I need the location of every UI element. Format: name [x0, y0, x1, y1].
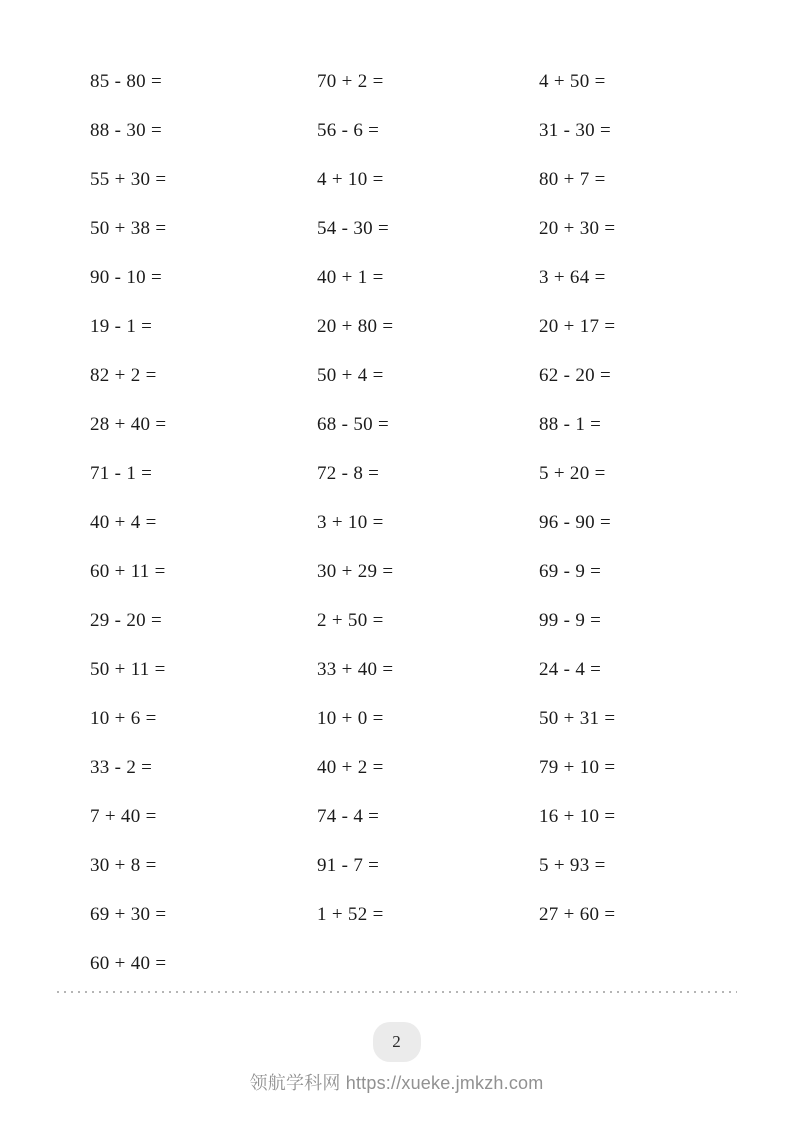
math-problem: 50 + 4 =: [317, 365, 384, 386]
math-problem: 10 + 6 =: [90, 708, 157, 729]
math-problem: 3 + 64 =: [539, 267, 606, 288]
math-problem: 40 + 4 =: [90, 512, 157, 533]
math-problem: 20 + 17 =: [539, 316, 616, 337]
math-problem: 1 + 52 =: [317, 904, 384, 925]
math-problem: 20 + 30 =: [539, 218, 616, 239]
math-problem: 74 - 4 =: [317, 806, 380, 827]
math-problem: 33 + 40 =: [317, 659, 394, 680]
math-problem: 99 - 9 =: [539, 610, 602, 631]
math-problem: 56 - 6 =: [317, 120, 380, 141]
math-problem: 31 - 30 =: [539, 120, 611, 141]
math-problem: 72 - 8 =: [317, 463, 380, 484]
math-problem: 70 + 2 =: [317, 71, 384, 92]
math-problem: 91 - 7 =: [317, 855, 380, 876]
math-problem: 40 + 1 =: [317, 267, 384, 288]
math-problem: 10 + 0 =: [317, 708, 384, 729]
math-problem: 69 + 30 =: [90, 904, 167, 925]
page-number-badge: 2: [373, 1022, 421, 1062]
math-problem: 68 - 50 =: [317, 414, 389, 435]
math-problem: 7 + 40 =: [90, 806, 157, 827]
math-problem: 80 + 7 =: [539, 169, 606, 190]
math-problem: 62 - 20 =: [539, 365, 611, 386]
math-problem: 5 + 20 =: [539, 463, 606, 484]
math-problem: 88 - 30 =: [90, 120, 162, 141]
math-problem: 55 + 30 =: [90, 169, 167, 190]
math-problem: 60 + 40 =: [90, 953, 167, 974]
math-problem: 28 + 40 =: [90, 414, 167, 435]
math-problem: 79 + 10 =: [539, 757, 616, 778]
math-problem: 4 + 50 =: [539, 71, 606, 92]
math-problem: 85 - 80 =: [90, 71, 162, 92]
math-problem: 33 - 2 =: [90, 757, 153, 778]
math-problem: 71 - 1 =: [90, 463, 153, 484]
math-problem: 50 + 11 =: [90, 659, 166, 680]
math-problem: 30 + 8 =: [90, 855, 157, 876]
math-problem: 60 + 11 =: [90, 561, 166, 582]
math-problem: 96 - 90 =: [539, 512, 611, 533]
math-problem: 20 + 80 =: [317, 316, 394, 337]
math-problem: 3 + 10 =: [317, 512, 384, 533]
footer-site-text: 领航学科网 https://xueke.jmkzh.com: [249, 1073, 544, 1093]
math-problem: 27 + 60 =: [539, 904, 616, 925]
math-problem: 82 + 2 =: [90, 365, 157, 386]
math-problem: 30 + 29 =: [317, 561, 394, 582]
math-problem: 88 - 1 =: [539, 414, 602, 435]
math-problem: 16 + 10 =: [539, 806, 616, 827]
math-problem: 5 + 93 =: [539, 855, 606, 876]
math-problem: 50 + 38 =: [90, 218, 167, 239]
dotted-separator-line: [57, 991, 737, 993]
math-problem: 69 - 9 =: [539, 561, 602, 582]
math-problem: 29 - 20 =: [90, 610, 162, 631]
math-problem: 2 + 50 =: [317, 610, 384, 631]
math-problem: 40 + 2 =: [317, 757, 384, 778]
math-problem: 50 + 31 =: [539, 708, 616, 729]
math-problem: 54 - 30 =: [317, 218, 389, 239]
math-problem: 19 - 1 =: [90, 316, 153, 337]
math-problem: 24 - 4 =: [539, 659, 602, 680]
math-problem: 90 - 10 =: [90, 267, 162, 288]
math-problem: 4 + 10 =: [317, 169, 384, 190]
